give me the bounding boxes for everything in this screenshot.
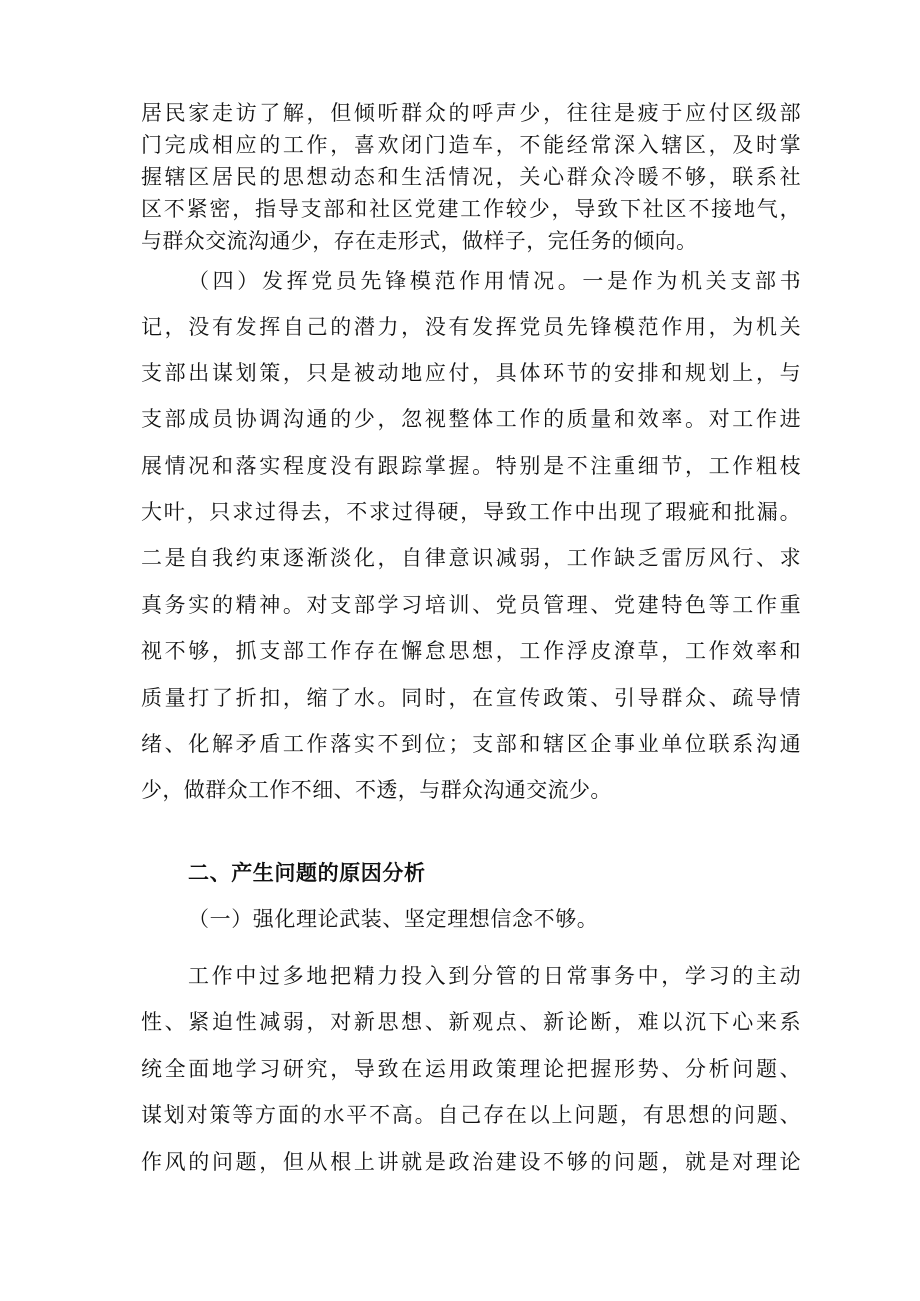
paragraph-3-line: 统全面地学习研究，导致在运用政策理论把握形势、分析问题、 (141, 1057, 801, 1081)
paragraph-2-line: 支部出谋划策，只是被动地应付，具体环节的安排和规划上，与 (141, 361, 801, 385)
paragraph-2-line: 大叶，只求过得去，不求过得硬，导致工作中出现了瑕疵和批漏。 (141, 500, 801, 524)
paragraph-2-line: 少，做群众工作不细、不透，与群众沟通交流少。 (141, 778, 612, 802)
paragraph-2-line: 记，没有发挥自己的潜力，没有发挥党员先锋模范作用，为机关 (141, 315, 801, 339)
sub-heading: （一）强化理论武装、坚定理想信念不够。 (188, 907, 599, 931)
paragraph-1-line: 与群众交流沟通少，存在走形式，做样子，完任务的倾向。 (141, 229, 698, 253)
paragraph-3-line: 性、紧迫性减弱，对新思想、新观点、新论断，难以沉下心来系 (141, 1010, 801, 1034)
paragraph-2-line: 二是自我约束逐渐淡化，自律意识减弱，工作缺乏雷厉风行、求 (141, 546, 801, 570)
paragraph-2-line: 展情况和落实程度没有跟踪掌握。特别是不注重细节，工作粗枝 (141, 454, 801, 478)
paragraph-2-line: 支部成员协调沟通的少，忽视整体工作的质量和效率。对工作进 (141, 407, 801, 431)
paragraph-3-line: 作风的问题，但从根上讲就是政治建设不够的问题，就是对理论 (141, 1150, 801, 1174)
paragraph-2-line: 绪、化解矛盾工作落实不到位；支部和辖区企事业单位联系沟通 (141, 732, 801, 756)
paragraph-3-line: 工作中过多地把精力投入到分管的日常事务中，学习的主动 (188, 964, 801, 988)
paragraph-1-line: 门完成相应的工作，喜欢闭门造车，不能经常深入辖区，及时掌 (141, 133, 801, 157)
paragraph-2-line: 视不够，抓支部工作存在懈怠思想，工作浮皮潦草，工作效率和 (141, 639, 801, 663)
paragraph-2-line: 质量打了折扣，缩了水。同时，在宣传政策、引导群众、疏导情 (141, 686, 801, 710)
paragraph-1-line: 区不紧密，指导支部和社区党建工作较少，导致下社区不接地气， (141, 197, 801, 221)
paragraph-3-line: 谋划对策等方面的水平不高。自己存在以上问题，有思想的问题、 (141, 1103, 801, 1127)
paragraph-2-line: 真务实的精神。对支部学习培训、党员管理、党建特色等工作重 (141, 593, 801, 617)
paragraph-2-line: （四）发挥党员先锋模范作用情况。一是作为机关支部书 (188, 269, 801, 293)
section-heading: 二、产生问题的原因分析 (188, 860, 426, 885)
paragraph-1-line: 握辖区居民的思想动态和生活情况，关心群众冷暖不够，联系社 (141, 165, 801, 189)
paragraph-1-line: 居民家走访了解，但倾听群众的呼声少，往往是疲于应付区级部 (141, 101, 801, 125)
